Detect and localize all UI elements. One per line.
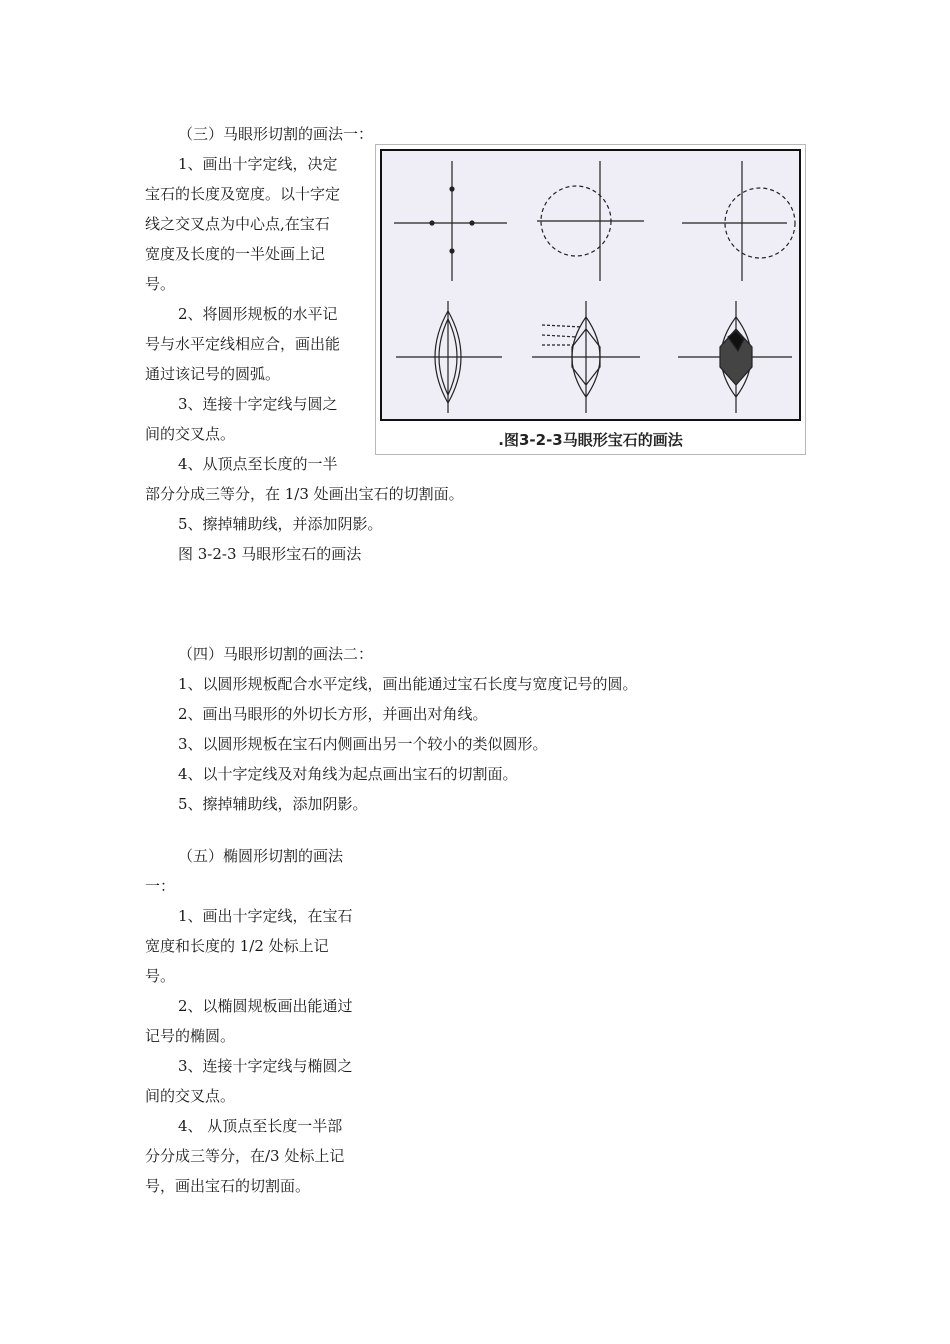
section3-line: 间的交叉点。 xyxy=(145,425,236,443)
step-marquise-outline xyxy=(396,301,502,413)
marquise-steps-drawing xyxy=(382,151,799,419)
figure-box xyxy=(375,144,806,455)
section3-line: 号与水平定线相应合，画出能 xyxy=(145,335,341,353)
section3-line: 4、从顶点至长度的一半 xyxy=(178,455,338,473)
section5-line: 1、画出十字定线，在宝石 xyxy=(178,907,353,925)
section5-line: 宽度和长度的 1/2 处标上记 xyxy=(145,937,329,955)
figure-caption: .图3-2-3马眼形宝石的画法 xyxy=(498,431,683,449)
section3-line: 2、将圆形规板的水平记 xyxy=(178,305,338,323)
section5-line: 记号的椭圆。 xyxy=(145,1027,236,1045)
section4-line: 4、以十字定线及对角线为起点画出宝石的切割面。 xyxy=(178,765,518,783)
section5-line: 4、 从顶点至长度一半部 xyxy=(178,1117,343,1135)
section3-line: 线之交叉点为中心点,在宝石 xyxy=(145,215,330,233)
section5-line: 号，画出宝石的切割面。 xyxy=(145,1177,311,1195)
step-crosshair-marks xyxy=(394,161,507,281)
section4-line: 2、画出马眼形的外切长方形，并画出对角线。 xyxy=(178,705,488,723)
section5-line: 一： xyxy=(145,877,176,895)
section3-line: 1、画出十字定线，决定 xyxy=(178,155,338,173)
section3-line: 通过该记号的圆弧。 xyxy=(145,365,281,383)
marquise-drawing-illustration xyxy=(380,149,801,421)
step-circle-arc-opposite xyxy=(682,161,795,281)
figure-reference: 图 3-2-3 马眼形宝石的画法 xyxy=(178,545,362,563)
section3-line: 宝石的长度及宽度。以十字定 xyxy=(145,185,341,203)
section3-line: 部分分成三等分，在 1/3 处画出宝石的切割面。 xyxy=(145,485,464,503)
section5-line: 3、连接十字定线与椭圆之 xyxy=(178,1057,353,1075)
section4-line: 1、以圆形规板配合水平定线，画出能通过宝石长度与宽度记号的圆。 xyxy=(178,675,638,693)
step-marquise-shaded xyxy=(678,301,792,413)
section3-line: 宽度及长度的一半处画上记 xyxy=(145,245,326,263)
section5-line: 分分成三等分，在/3 处标上记 xyxy=(145,1147,345,1165)
section3-line: 5、擦掉辅助线，并添加阴影。 xyxy=(178,515,383,533)
section5-line: 2、以椭圆规板画出能通过 xyxy=(178,997,353,1015)
section4-heading: （四）马眼形切割的画法二： xyxy=(178,645,374,663)
section3-line: 号。 xyxy=(145,275,176,293)
section5-line: 号。 xyxy=(145,967,176,985)
section5-heading: （五）椭圆形切割的画法 xyxy=(178,847,344,865)
step-marquise-facets xyxy=(532,301,640,413)
section3-heading: （三）马眼形切割的画法一： xyxy=(178,125,374,143)
section3-line: 3、连接十字定线与圆之 xyxy=(178,395,338,413)
step-circle-arc xyxy=(537,161,644,281)
section5-line: 间的交叉点。 xyxy=(145,1087,236,1105)
section4-line: 5、擦掉辅助线，添加阴影。 xyxy=(178,795,368,813)
section4-line: 3、以圆形规板在宝石内侧画出另一个较小的类似圆形。 xyxy=(178,735,548,753)
